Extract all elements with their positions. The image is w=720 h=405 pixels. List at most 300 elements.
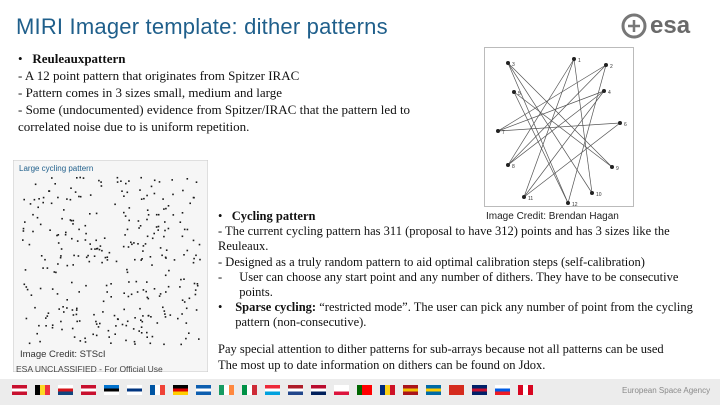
- flag-luxembourg-icon: [265, 385, 280, 395]
- cycling-dot: [147, 236, 149, 238]
- cycling-dot: [195, 294, 197, 296]
- cycling-dot: [172, 194, 174, 196]
- cycling-dot: [141, 332, 143, 334]
- cycling-dot: [163, 344, 165, 346]
- cycling-dot: [110, 283, 112, 285]
- cycling-dot: [48, 312, 50, 314]
- cycling-dot: [101, 262, 103, 264]
- cycling-dot: [70, 187, 72, 189]
- reuleaux-point: [572, 57, 576, 61]
- cycling-dot: [45, 325, 47, 327]
- reuleaux-heading: • Reuleauxpattern: [18, 51, 126, 66]
- cycling-dot: [79, 177, 81, 179]
- cycling-dot: [77, 240, 79, 242]
- flag-switzerland-icon: [449, 385, 464, 395]
- cycling-dot: [133, 242, 135, 244]
- cycling-dot: [182, 190, 184, 192]
- cycling-dot: [137, 291, 139, 293]
- cycling-dot: [160, 293, 162, 295]
- cycling-dot: [182, 299, 184, 301]
- cycling-dot: [151, 264, 153, 266]
- cycling-dot: [186, 322, 188, 324]
- agency-name: European Space Agency: [622, 386, 711, 395]
- cycling-dot: [164, 221, 166, 223]
- cycling-dot: [160, 247, 162, 249]
- cycling-dot: [34, 307, 36, 309]
- cycling-dot: [61, 248, 63, 250]
- cycling-dot: [168, 270, 170, 272]
- cycling-dot: [128, 220, 130, 222]
- cycling-dot: [54, 271, 56, 273]
- large-cycling-pattern-image: [13, 160, 208, 372]
- cycling-dot: [57, 263, 59, 265]
- cycling-dot: [78, 291, 80, 293]
- cycling-dot: [26, 286, 28, 288]
- cycling-dot: [103, 301, 105, 303]
- cycling-dot: [30, 203, 32, 205]
- cycling-dot: [85, 233, 87, 235]
- cycling-dot: [125, 340, 127, 342]
- cycling-dot: [72, 309, 74, 311]
- sparse-cycling-text: “restricted mode”. The user can pick any number of point from the cycling pattern (non-consecutive).: [235, 300, 693, 330]
- cycling-dot: [47, 267, 49, 269]
- cycling-dot: [90, 194, 92, 196]
- cycling-dot: [67, 265, 69, 267]
- cycling-dot: [76, 308, 78, 310]
- cycling-dot: [129, 207, 131, 209]
- cycling-dot: [124, 234, 126, 236]
- cycling-dot: [78, 196, 80, 198]
- cycling-dot: [34, 199, 36, 201]
- cycling-dot: [183, 278, 185, 280]
- cycling-dot: [101, 185, 103, 187]
- cycling-dot: [181, 313, 183, 315]
- cycling-dot: [168, 228, 170, 230]
- cycling-dot: [145, 291, 147, 293]
- cycling-dot: [85, 225, 87, 227]
- flag-canada-icon: [518, 385, 533, 395]
- cycling-dot: [123, 309, 125, 311]
- cycling-dot: [114, 204, 116, 206]
- cycling-dot: [40, 224, 42, 226]
- reuleaux-point: [506, 61, 510, 65]
- cycling-dot: [85, 239, 87, 241]
- cycling-dot: [52, 327, 54, 329]
- flag-poland-icon: [334, 385, 349, 395]
- cycling-dot: [131, 244, 133, 246]
- reuleaux-point-label: 10: [596, 192, 602, 198]
- classification-label: ESA UNCLASSIFIED - For Official Use: [16, 364, 163, 374]
- reuleaux-point-label: 5: [518, 91, 521, 97]
- cycling-dot: [157, 229, 159, 231]
- cycling-dot: [163, 236, 165, 238]
- cycling-dot: [148, 315, 150, 317]
- cycling-dot: [197, 285, 199, 287]
- cycling-dot: [166, 249, 168, 251]
- reuleaux-point-label: 3: [512, 62, 515, 68]
- cycling-dot: [142, 250, 144, 252]
- cycling-dot: [162, 198, 164, 200]
- flag-czech-icon: [58, 385, 73, 395]
- cycling-dot: [73, 314, 75, 316]
- cycling-dot: [98, 180, 100, 182]
- cycling-dot: [79, 320, 81, 322]
- cycling-dot: [86, 257, 88, 259]
- cycling-dot: [37, 207, 39, 209]
- cycling-dot: [115, 325, 117, 327]
- cycling-dot: [55, 272, 57, 274]
- cycling-dot: [133, 328, 135, 330]
- cycling-dot: [127, 192, 129, 194]
- cycling-dot: [72, 223, 74, 225]
- cycling-dot: [196, 309, 198, 311]
- cycling-dot: [193, 258, 195, 260]
- cycling-dot: [97, 248, 99, 250]
- cycling-dot: [72, 264, 74, 266]
- cycling-dot: [123, 195, 125, 197]
- cycling-dot: [117, 181, 119, 183]
- cycling-dot: [66, 299, 68, 301]
- cycling-text-block: [218, 209, 698, 331]
- cycling-dot: [164, 310, 166, 312]
- reuleaux-point: [604, 63, 608, 67]
- cycling-dot: [39, 341, 41, 343]
- cycling-dot: [138, 330, 140, 332]
- cycling-dot: [196, 181, 198, 183]
- cycling-dot: [106, 285, 108, 287]
- cycling-dot: [25, 269, 27, 271]
- cycling-dot: [126, 325, 128, 327]
- cycling-dot: [164, 230, 166, 232]
- cycling-dot: [24, 284, 26, 286]
- reuleaux-point: [512, 90, 516, 94]
- cycling-dot: [47, 315, 49, 317]
- cycling-dot: [131, 294, 133, 296]
- cycling-dot: [156, 226, 158, 228]
- cycling-dot: [195, 289, 197, 291]
- cycling-dot: [65, 234, 67, 236]
- cycling-dot: [143, 198, 145, 200]
- cycling-dot: [61, 329, 63, 331]
- reuleaux-point-label: 7: [502, 130, 505, 136]
- flag-uk-icon: [472, 385, 487, 395]
- cycling-dot: [52, 324, 54, 326]
- cycling-dot: [57, 293, 59, 295]
- cycling-dot: [158, 226, 160, 228]
- cycling-dot: [138, 220, 140, 222]
- cycling-dot: [143, 245, 145, 247]
- cycling-dot: [63, 209, 65, 211]
- cycling-dot: [134, 343, 136, 345]
- cycling-dot: [26, 318, 28, 320]
- cycling-dot: [165, 316, 167, 318]
- cycling-dot: [134, 341, 136, 343]
- cycling-dot: [44, 259, 46, 261]
- esa-logo-text: esa: [650, 12, 691, 39]
- cycling-dot: [157, 322, 159, 324]
- cycling-dot: [170, 314, 172, 316]
- cycling-dot: [54, 183, 56, 185]
- cycling-dot: [38, 198, 40, 200]
- cycling-dot: [84, 338, 86, 340]
- cycling-dot: [143, 289, 145, 291]
- cycling-dot: [63, 311, 65, 313]
- cycling-dot: [40, 288, 42, 290]
- cycling-dot: [171, 179, 173, 181]
- cycling-dot: [152, 336, 154, 338]
- cycling-dot: [106, 291, 108, 293]
- cycling-dot: [107, 256, 109, 258]
- cycling-dot: [66, 307, 68, 309]
- cycling-dot: [197, 283, 199, 285]
- flag-romania-icon: [380, 385, 395, 395]
- cycling-dot: [184, 229, 186, 231]
- cycling-dot: [128, 246, 130, 248]
- cycling-dot: [71, 238, 73, 240]
- cycling-dot: [148, 214, 150, 216]
- cycling-dot: [179, 286, 181, 288]
- cycling-dot: [108, 336, 110, 338]
- cycling-dot: [32, 214, 34, 216]
- cycling-dot: [123, 292, 125, 294]
- flag-sweden-icon: [426, 385, 441, 395]
- cycling-dot: [38, 325, 40, 327]
- cycling-dot: [136, 281, 138, 283]
- cycling-dot: [43, 197, 45, 199]
- cycling-dot: [148, 298, 150, 300]
- cycling-dot: [180, 279, 182, 281]
- cycling-dot: [145, 243, 147, 245]
- flag-france-icon: [150, 385, 165, 395]
- cycling-dot: [71, 282, 73, 284]
- cycling-dot: [60, 321, 62, 323]
- cycling-dot: [99, 249, 101, 251]
- cycling-dot: [58, 308, 60, 310]
- cycling-dot: [186, 308, 188, 310]
- cycling-dot: [123, 212, 125, 214]
- cycling-dot: [48, 190, 50, 192]
- cycling-dot: [100, 181, 102, 183]
- flag-denmark-icon: [81, 385, 96, 395]
- cycling-dot: [158, 214, 160, 216]
- cycling-dot: [154, 288, 156, 290]
- cycling-dot: [110, 342, 112, 344]
- cycling-dot: [140, 259, 142, 261]
- cycling-dot: [35, 184, 37, 186]
- cycling-dot: [41, 255, 43, 257]
- cycling-dot: [159, 181, 161, 183]
- cycling-dot: [75, 191, 77, 193]
- sparse-cycling-label: Sparse cycling:: [235, 300, 317, 315]
- cycling-dot: [184, 301, 186, 303]
- cycling-dot: [140, 177, 142, 179]
- cycling-dot: [37, 217, 39, 219]
- cycling-dot: [120, 180, 122, 182]
- reuleaux-line-1: - A 12 point pattern that originates from Spitzer IRAC: [18, 68, 300, 83]
- cycling-dot: [22, 239, 24, 241]
- cycling-dot: [110, 296, 112, 298]
- cycling-dot: [23, 199, 25, 201]
- cycling-dot: [146, 336, 148, 338]
- cycling-line-3-text: User can choose any start point and any number of dithers. They have to be consecutive points.: [239, 269, 679, 300]
- reuleaux-point: [590, 191, 594, 195]
- cycling-dot: [85, 285, 87, 287]
- cycling-line-2: - Designed as a truly random pattern to aid optimal calibration steps (self-calibration): [218, 254, 645, 269]
- cycling-dot: [156, 214, 158, 216]
- cycling-dot: [101, 250, 103, 252]
- cycling-dot: [199, 244, 201, 246]
- cycling-dot: [150, 256, 152, 258]
- cycling-dot: [138, 227, 140, 229]
- cycling-dot: [147, 209, 149, 211]
- cycling-dot: [98, 326, 100, 328]
- cycling-dot: [80, 196, 82, 198]
- cycling-dot: [29, 343, 31, 345]
- cycling-dot: [96, 323, 98, 325]
- cycling-dot: [45, 317, 47, 319]
- cycling-dot: [146, 195, 148, 197]
- cycling-dot: [70, 199, 72, 201]
- cycling-dot: [108, 330, 110, 332]
- cycling-dot: [117, 177, 119, 179]
- cycling-dot: [151, 186, 153, 188]
- cycling-dot: [152, 238, 154, 240]
- reuleaux-point-label: 9: [616, 166, 619, 172]
- cycling-dot: [76, 321, 78, 323]
- flag-norway-icon: [311, 385, 326, 395]
- cycling-dot: [182, 212, 184, 214]
- note-line-1: Pay special attention to dither patterns for sub-arrays because not all patterns can be used: [218, 342, 664, 356]
- cycling-dot: [198, 338, 200, 340]
- reuleaux-point: [506, 163, 510, 167]
- cycling-dot: [76, 314, 78, 316]
- cycling-dot: [52, 288, 54, 290]
- cycling-dot: [105, 257, 107, 259]
- cycling-dot: [150, 343, 152, 345]
- cycling-dot: [128, 281, 130, 283]
- reuleaux-point-label: 6: [624, 122, 627, 128]
- cycling-dot: [51, 203, 53, 205]
- flag-estonia-icon: [104, 385, 119, 395]
- cycling-dot: [182, 236, 184, 238]
- cycling-dot: [107, 259, 109, 261]
- cycling-dot: [130, 242, 132, 244]
- cycling-dot: [195, 255, 197, 257]
- cycling-dot: [87, 255, 89, 257]
- cycling-dot: [102, 311, 104, 313]
- cycling-dot: [153, 233, 155, 235]
- cycling-dot: [100, 245, 102, 247]
- cycling-dot: [163, 208, 165, 210]
- cycling-dot: [146, 281, 148, 283]
- cycling-dot: [60, 255, 62, 257]
- cycling-dot: [76, 177, 78, 179]
- cycling-dot: [89, 243, 91, 245]
- cycling-dot: [72, 328, 74, 330]
- cycling-dot: [168, 205, 170, 207]
- cycling-line-3: - User can choose any start point and any number of dithers. They have to be consecutive points.: [218, 270, 698, 300]
- reuleaux-point-label: 11: [528, 196, 534, 202]
- cycling-dot: [189, 203, 191, 205]
- cycling-dot: [161, 255, 163, 257]
- flag-belgium-icon: [35, 385, 50, 395]
- cycling-sparse-line: • Sparse cycling: “restricted mode”. The user can pick any number of point from the cycling pattern (non-consecutive).: [218, 300, 693, 330]
- cycling-dot: [73, 220, 75, 222]
- cycling-dot: [154, 180, 156, 182]
- cycling-dot: [66, 198, 68, 200]
- cycling-dot: [146, 219, 148, 221]
- cycling-dot: [121, 190, 123, 192]
- flag-austria-icon: [12, 385, 27, 395]
- reuleaux-point-label: 8: [512, 164, 515, 170]
- slide-title: MIRI Imager template: dither patterns: [16, 14, 388, 39]
- cycling-dot: [27, 289, 29, 291]
- cycling-dot: [141, 326, 143, 328]
- cycling-dot: [61, 218, 63, 220]
- cycling-dot: [142, 315, 144, 317]
- reuleaux-image-credit: Image Credit: Brendan Hagan: [486, 211, 619, 222]
- cycling-dot: [60, 257, 62, 259]
- reuleaux-point: [522, 195, 526, 199]
- cycling-dot: [94, 255, 96, 257]
- cycling-dot: [99, 323, 101, 325]
- cycling-dot: [162, 307, 164, 309]
- cycling-dot: [188, 332, 190, 334]
- cycling-dot: [70, 219, 72, 221]
- flag-netherlands-icon: [288, 385, 303, 395]
- cycling-dot: [36, 333, 38, 335]
- cycling-dot: [24, 221, 26, 223]
- cycling-dot: [73, 255, 75, 257]
- cycling-dot: [95, 321, 97, 323]
- cycling-dot: [57, 197, 59, 199]
- cycling-dot: [29, 244, 31, 246]
- reuleaux-point: [602, 89, 606, 93]
- cycling-dot: [193, 262, 195, 264]
- cycling-dot: [23, 230, 25, 232]
- flag-italy-icon: [242, 385, 257, 395]
- cycling-dot: [96, 335, 98, 337]
- reuleaux-point-label: 1: [578, 58, 581, 64]
- cycling-dot: [146, 332, 148, 334]
- cycling-dot: [42, 267, 44, 269]
- cycling-dot: [134, 317, 136, 319]
- cycling-dot: [164, 313, 166, 315]
- cycling-dot: [140, 319, 142, 321]
- reuleaux-point: [610, 165, 614, 169]
- cycling-dot: [78, 229, 80, 231]
- cycling-dot: [78, 255, 80, 257]
- flag-greece-icon: [196, 385, 211, 395]
- cycling-dot: [159, 295, 161, 297]
- flag-finland-icon: [127, 385, 142, 395]
- reuleaux-point-label: 12: [572, 202, 578, 207]
- cycling-dot: [128, 180, 130, 182]
- cycling-dot: [92, 334, 94, 336]
- reuleaux-heading-text: Reuleauxpattern: [32, 51, 126, 66]
- cycling-dot: [165, 208, 167, 210]
- reuleaux-point-label: 2: [610, 64, 613, 70]
- cycling-dot: [114, 333, 116, 335]
- cycling-dot: [180, 344, 182, 346]
- large-image-credit: Image Credit: STScI: [20, 349, 106, 360]
- cycling-dot: [193, 197, 195, 199]
- cycling-dot: [109, 252, 111, 254]
- cycling-dot: [134, 259, 136, 261]
- cycling-dot: [189, 298, 191, 300]
- cycling-dot: [42, 202, 44, 204]
- cycling-dot: [93, 314, 95, 316]
